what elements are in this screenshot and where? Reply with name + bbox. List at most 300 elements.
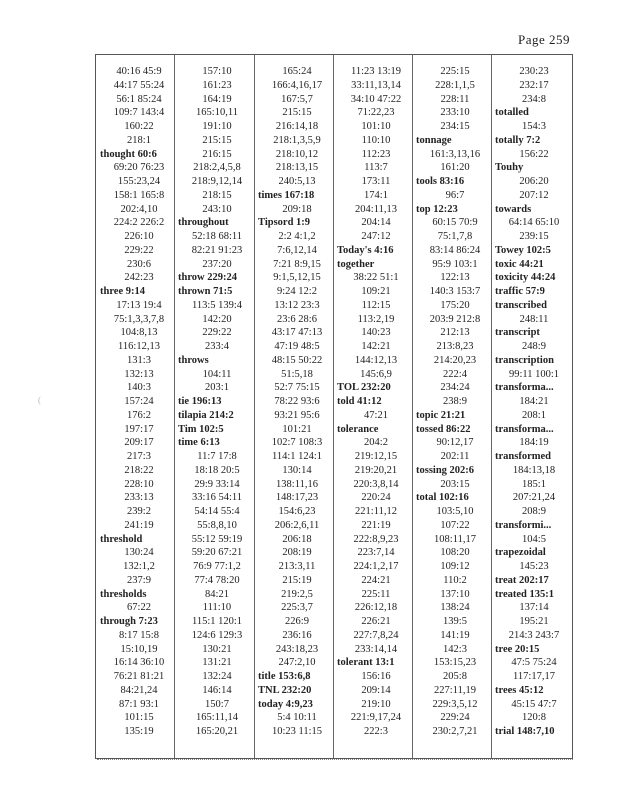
index-reference: 108:11,17 (434, 533, 476, 545)
index-reference: 120:8 (522, 712, 546, 724)
index-reference: 218:1 (127, 134, 151, 146)
index-reference: 237:20 (202, 258, 232, 270)
index-term: throws (178, 354, 209, 366)
index-reference: 175:20 (440, 299, 470, 311)
index-reference: 76:21 81:21 (113, 671, 165, 682)
index-reference: 207:21,24 (512, 492, 556, 504)
index-reference: 104:11 (202, 368, 232, 380)
index-reference: 213:8,23 (436, 341, 474, 352)
index-reference: 202:4,10 (120, 203, 158, 215)
index-reference: 197:17 (124, 423, 154, 435)
index-reference: 148:17,23 (275, 492, 319, 504)
index-term: threshold (100, 533, 143, 545)
index-reference: 71:22,23 (357, 107, 395, 119)
index-reference: 130:21 (202, 643, 232, 655)
index-reference: 102:7 108:3 (271, 437, 323, 449)
index-reference: 137:14 (519, 602, 549, 614)
index-term: Tim 102:5 (178, 423, 224, 435)
index-reference: 17:13 19:4 (116, 299, 162, 311)
index-reference: 153:15,23 (433, 657, 477, 669)
index-reference: 219:10 (361, 698, 391, 710)
index-reference: 241:19 (124, 519, 154, 531)
index-reference: 221:19 (361, 519, 391, 531)
index-reference: 212:13 (440, 327, 470, 339)
index-term: trees 45:12 (495, 684, 544, 696)
index-term: told 41:12 (337, 396, 382, 407)
index-reference: 222:4 (443, 368, 467, 380)
index-term: Touhy (495, 162, 524, 174)
page-bottom-rule (97, 757, 573, 760)
index-reference: 138:24 (440, 602, 470, 614)
index-reference: 111:10 (202, 602, 232, 614)
index-term: treated 135:1 (495, 588, 554, 600)
index-reference: 234:8 (522, 93, 546, 105)
index-table (95, 54, 573, 759)
index-reference: 67:22 (127, 602, 151, 614)
index-column-5 (416, 65, 494, 739)
index-reference: 173:11 (361, 176, 391, 187)
index-reference: 233:4 (205, 341, 229, 352)
index-reference: 215:15 (282, 107, 312, 119)
index-reference: 138:11,16 (276, 478, 318, 490)
index-reference: 56:1 85:24 (116, 93, 162, 105)
index-reference: 228:11 (440, 93, 470, 105)
index-term: trapezoidal (495, 547, 546, 559)
index-reference: 145:6,9 (360, 368, 392, 380)
index-reference: 13:12 23:3 (274, 299, 320, 311)
index-reference: 204:11,13 (355, 203, 397, 215)
index-reference: 52:18 68:11 (191, 231, 243, 242)
index-reference: 215:15 (202, 134, 232, 146)
index-reference: 158:1 165:8 (113, 189, 165, 201)
index-reference: 108:20 (440, 547, 470, 559)
index-reference: 109:21 (361, 286, 391, 297)
index-reference: 93:21 95:6 (274, 409, 320, 421)
index-term: totalled (495, 107, 529, 119)
index-reference: 165:24 (282, 66, 312, 77)
index-term: transforma... (495, 423, 554, 435)
index-term: tie 196:13 (178, 396, 222, 407)
index-reference: 225:15 (440, 66, 470, 77)
index-term: total 102:16 (416, 492, 469, 504)
index-reference: 203:1 (205, 382, 229, 394)
index-reference: 99:11 100:1 (508, 368, 560, 380)
index-reference: 208:19 (282, 547, 312, 559)
index-reference: 112:15 (361, 299, 391, 311)
index-term: trial 148:7,10 (495, 726, 555, 737)
index-reference: 233:10 (440, 107, 470, 119)
index-reference: 202:11 (440, 451, 470, 462)
index-reference: 229:22 (124, 244, 154, 256)
index-term: toxicity 44:24 (495, 272, 556, 284)
index-reference: 84:21 (205, 588, 229, 600)
index-reference: 101:10 (361, 121, 391, 132)
index-term: time 6:13 (178, 437, 220, 449)
index-term: title 153:6,8 (258, 671, 311, 682)
index-reference: 226:21 (361, 616, 391, 627)
index-reference: 76:9 77:1,2 (193, 561, 241, 572)
index-reference: 218:15 (202, 189, 232, 201)
index-reference: 155:23,24 (117, 176, 161, 187)
index-reference: 23:6 28:6 (277, 313, 317, 325)
index-reference: 239:2 (127, 506, 151, 517)
index-reference: 82:21 91:23 (191, 244, 243, 256)
index-term: thought 60:6 (100, 148, 157, 160)
index-reference: 221:11,12 (355, 506, 397, 517)
index-reference: 218:9,12,14 (191, 176, 243, 187)
index-reference: 227:7,8,24 (353, 629, 399, 641)
index-reference: 230:2,7,21 (432, 726, 478, 737)
index-reference: 132:24 (202, 671, 232, 682)
index-reference: 43:17 47:13 (271, 327, 323, 339)
index-reference: 247:2,10 (278, 657, 316, 669)
index-reference: 224:21 (361, 574, 391, 586)
index-term: topic 21:21 (416, 409, 466, 421)
index-reference: 115:1 120:1 (191, 616, 243, 627)
index-reference: 232:17 (519, 79, 549, 91)
index-reference: 154:6,23 (278, 506, 316, 517)
index-reference: 137:10 (440, 588, 470, 600)
index-reference: 209:14 (361, 684, 391, 696)
index-reference: 233:13 (124, 492, 154, 504)
index-term: transformed (495, 451, 551, 462)
index-term: tree 20:15 (495, 643, 540, 655)
index-term: Today's 4:16 (337, 244, 394, 256)
index-reference: 47:21 (364, 409, 388, 421)
index-reference: 206:2,6,11 (274, 519, 320, 531)
index-reference: 101:15 (124, 712, 154, 724)
index-reference: 145:23 (519, 561, 549, 572)
index-reference: 64:14 65:10 (508, 217, 560, 229)
index-reference: 217:3 (127, 451, 151, 462)
index-term: top 12:23 (416, 203, 458, 215)
index-reference: 161:23 (202, 79, 232, 91)
index-reference: 59:20 67:21 (191, 547, 243, 559)
index-reference: 165:10,11 (196, 107, 238, 119)
index-reference: 9:1,5,12,15 (273, 272, 321, 284)
index-reference: 226:9 (285, 616, 309, 627)
index-reference: 237:9 (127, 574, 151, 586)
index-reference: 226:12,18 (354, 602, 398, 614)
index-term: today 4:9,23 (258, 698, 313, 710)
index-term: tossing 202:6 (416, 464, 475, 476)
index-reference: 110:10 (361, 134, 391, 146)
margin-mark: ( (38, 395, 41, 405)
index-term: totally 7:2 (495, 134, 541, 146)
index-term: thrown 71:5 (178, 286, 233, 297)
index-reference: 229:3,5,12 (432, 698, 478, 710)
index-reference: 247:12 (361, 231, 391, 242)
index-term: transcript (495, 327, 540, 339)
index-reference: 222:3 (364, 726, 388, 737)
index-reference: 203:15 (440, 478, 470, 490)
index-reference: 215:19 (282, 574, 312, 586)
index-reference: 223:7,14 (357, 547, 395, 559)
index-term: throughout (178, 217, 229, 229)
index-reference: 54:14 55:4 (194, 506, 240, 517)
index-reference: 142:21 (361, 341, 391, 352)
index-term: transformi... (495, 519, 552, 531)
index-term: three 9:14 (100, 286, 145, 297)
index-reference: 48:15 50:22 (271, 354, 323, 366)
index-reference: 218:2,4,5,8 (193, 162, 241, 174)
index-reference: 90:12,17 (436, 437, 474, 449)
index-reference: 122:13 (440, 272, 470, 284)
index-reference: 132:13 (124, 368, 154, 380)
index-term: times 167:18 (258, 189, 315, 201)
index-reference: 218:10,12 (275, 148, 319, 160)
index-reference: 228:10 (124, 478, 154, 490)
index-reference: 218:22 (124, 464, 154, 476)
index-reference: 240:5,13 (278, 176, 316, 187)
index-reference: 234:15 (440, 121, 470, 132)
index-reference: 219:20,21 (354, 464, 398, 476)
index-reference: 38:22 51:1 (353, 272, 399, 284)
index-reference: 124:6 129:3 (191, 629, 243, 641)
index-reference: 213:3,11 (278, 561, 316, 572)
index-reference: 220:3,8,14 (353, 478, 399, 490)
index-reference: 230:6 (127, 258, 151, 270)
index-reference: 47:5 75:24 (511, 657, 557, 669)
index-reference: 15:10,19 (120, 643, 158, 655)
index-reference: 139:5 (443, 616, 467, 627)
index-column-1 (100, 65, 178, 739)
index-term: tolerant 13:1 (337, 657, 395, 669)
index-reference: 40:16 45:9 (116, 66, 162, 77)
index-reference: 225:3,7 (281, 602, 313, 614)
index-term: tossed 86:22 (416, 423, 471, 435)
index-reference: 224:2 226:2 (113, 217, 165, 229)
index-reference: 165:11,14 (196, 712, 238, 724)
index-reference: 140:23 (361, 327, 391, 339)
index-reference: 219:2,5 (281, 588, 313, 600)
index-reference: 141:19 (440, 629, 470, 641)
index-reference: 18:18 20:5 (194, 464, 240, 476)
index-reference: 184:21 (519, 396, 549, 407)
index-reference: 7:6,12,14 (277, 244, 317, 256)
index-reference: 78:22 93:6 (274, 396, 320, 407)
index-reference: 248:9 (522, 341, 546, 352)
index-reference: 113:7 (364, 162, 388, 174)
index-reference: 84:21,24 (120, 684, 158, 696)
index-reference: 227:11,19 (434, 684, 476, 696)
index-reference: 55:12 59:19 (191, 533, 243, 545)
index-reference: 248:11 (519, 313, 549, 325)
index-reference: 219:12,15 (354, 451, 398, 462)
index-reference: 154:3 (522, 121, 546, 132)
index-term: Towey 102:5 (495, 244, 551, 256)
index-term: TOL 232:20 (337, 382, 391, 394)
index-reference: 234:24 (440, 382, 470, 394)
index-reference: 110:2 (443, 574, 467, 586)
index-reference: 207:12 (519, 189, 549, 201)
index-reference: 226:10 (124, 231, 154, 242)
index-term: treat 202:17 (495, 574, 549, 586)
index-reference: 229:24 (440, 712, 470, 724)
index-reference: 51:5,18 (281, 368, 313, 380)
index-reference: 114:1 124:1 (271, 451, 323, 462)
index-reference: 52:7 75:15 (274, 382, 320, 394)
index-reference: 11:7 17:8 (197, 451, 237, 462)
index-term: tilapia 214:2 (178, 409, 234, 421)
index-reference: 104:8,13 (120, 327, 158, 339)
index-reference: 142:20 (202, 313, 232, 325)
index-reference: 135:19 (124, 726, 154, 737)
index-term: throw 229:24 (178, 272, 238, 284)
index-reference: 167:5,7 (281, 93, 313, 105)
index-reference: 146:14 (202, 684, 232, 696)
index-reference: 44:17 55:24 (113, 79, 165, 91)
index-reference: 34:10 47:22 (350, 93, 402, 105)
index-reference: 7:21 8:9,15 (273, 258, 321, 270)
index-reference: 10:23 11:15 (271, 726, 323, 737)
index-term: tools 83:16 (416, 176, 465, 187)
index-reference: 132:1,2 (123, 561, 155, 572)
index-reference: 60:15 70:9 (432, 217, 478, 229)
index-term: toxic 44:21 (495, 258, 544, 270)
index-reference: 113:2,19 (357, 313, 395, 325)
index-reference: 107:22 (440, 519, 470, 531)
index-reference: 204:14 (361, 217, 391, 229)
index-reference: 75:1,7,8 (437, 231, 473, 242)
index-reference: 9:24 12:2 (277, 286, 317, 297)
index-reference: 214:3 243:7 (508, 629, 560, 641)
index-reference: 242:23 (124, 272, 154, 284)
index-reference: 157:10 (202, 66, 232, 77)
index-reference: 116:12,13 (118, 341, 160, 352)
index-term: towards (495, 203, 532, 215)
index-reference: 130:14 (282, 464, 312, 476)
index-reference: 131:21 (202, 657, 232, 669)
index-reference: 220:24 (361, 492, 391, 504)
index-reference: 229:22 (202, 327, 232, 339)
index-reference: 236:16 (282, 629, 312, 641)
index-reference: 208:9 (522, 506, 546, 517)
index-reference: 222:8,9,23 (353, 533, 399, 545)
index-reference: 140:3 (127, 382, 151, 394)
index-reference: 161:20 (440, 162, 470, 174)
index-reference: 130:24 (124, 547, 154, 559)
index-reference: 55:8,8,10 (197, 519, 237, 531)
index-reference: 206:18 (282, 533, 312, 545)
index-reference: 131:3 (127, 354, 151, 366)
index-term: traffic 57:9 (495, 286, 545, 297)
index-reference: 103:5,10 (436, 506, 474, 517)
index-reference: 112:23 (361, 148, 391, 160)
index-reference: 230:23 (519, 66, 549, 77)
index-reference: 206:20 (519, 176, 549, 187)
index-reference: 164:19 (202, 93, 232, 105)
index-reference: 161:3,13,16 (429, 148, 481, 160)
index-reference: 109:7 143:4 (113, 107, 165, 119)
index-reference: 228:1,1,5 (435, 79, 475, 91)
index-reference: 216:15 (202, 148, 232, 160)
index-reference: 184:19 (519, 437, 549, 449)
index-reference: 95:9 103:1 (432, 258, 478, 270)
index-reference: 218:1,3,5,9 (273, 134, 321, 146)
index-reference: 176:2 (127, 409, 151, 421)
index-reference: 243:10 (202, 203, 232, 215)
index-reference: 29:9 33:14 (194, 478, 240, 490)
index-reference: 184:13,18 (512, 464, 556, 476)
index-term: transforma... (495, 382, 554, 394)
index-term: Tipsord 1:9 (258, 217, 311, 229)
index-reference: 5:4 10:11 (277, 712, 317, 724)
index-reference: 144:12,13 (354, 354, 398, 366)
index-term: tolerance (337, 423, 379, 435)
index-reference: 191:10 (202, 121, 232, 132)
index-reference: 204:2 (364, 437, 388, 449)
index-term: transcription (495, 354, 554, 366)
index-term: tonnage (416, 134, 452, 146)
index-reference: 214:20,23 (433, 354, 477, 366)
page-number: Page 259 (517, 32, 570, 47)
index-reference: 156:22 (519, 148, 549, 160)
index-term: transcribed (495, 299, 547, 311)
index-reference: 83:14 86:24 (429, 244, 481, 256)
index-reference: 150:7 (205, 698, 229, 710)
index-reference: 45:15 47:7 (511, 698, 557, 710)
index-reference: 142:3 (443, 643, 467, 655)
index-column-4 (337, 65, 415, 739)
index-reference: 96:7 (445, 189, 465, 201)
index-reference: 243:18,23 (275, 643, 319, 655)
index-reference: 221:9,17,24 (350, 712, 402, 724)
index-reference: 87:1 93:1 (119, 698, 159, 710)
index-reference: 166:4,16,17 (271, 79, 323, 91)
index-term: together (337, 258, 375, 270)
index-reference: 160:22 (124, 121, 154, 132)
index-term: TNL 232:20 (258, 684, 312, 696)
index-reference: 208:1 (522, 409, 546, 421)
index-reference: 77:4 78:20 (194, 574, 240, 586)
index-reference: 205:8 (443, 671, 467, 682)
index-reference: 33:11,13,14 (351, 79, 401, 91)
index-reference: 225:11 (361, 588, 391, 600)
index-reference: 75:1,3,3,7,8 (113, 313, 165, 325)
index-reference: 209:18 (282, 203, 312, 215)
index-reference: 239:15 (519, 231, 549, 242)
index-reference: 47:19 48:5 (274, 341, 320, 352)
index-reference: 156:16 (361, 671, 391, 682)
index-reference: 69:20 76:23 (113, 162, 165, 174)
index-reference: 113:5 139:4 (191, 299, 243, 311)
index-reference: 101:21 (282, 423, 312, 435)
index-reference: 174:1 (364, 189, 388, 201)
index-reference: 185:1 (522, 478, 546, 490)
index-column-6 (495, 65, 573, 739)
index-term: through 7:23 (100, 616, 158, 627)
index-reference: 16:14 36:10 (113, 657, 165, 669)
index-reference: 165:20,21 (195, 726, 239, 737)
index-reference: 33:16 54:11 (191, 492, 243, 504)
index-reference: 2:2 4:1,2 (278, 231, 316, 242)
index-reference: 8:17 15:8 (119, 629, 159, 641)
index-reference: 195:21 (519, 616, 549, 627)
index-reference: 224:1,2,17 (353, 561, 399, 572)
index-reference: 233:14,14 (354, 643, 398, 655)
index-reference: 104:5 (522, 533, 546, 545)
index-reference: 109:12 (440, 561, 470, 572)
index-column-2 (178, 65, 256, 739)
index-term: thresholds (100, 588, 147, 600)
index-reference: 11:23 13:19 (350, 66, 402, 77)
index-reference: 216:14,18 (275, 121, 319, 132)
index-reference: 203:9 212:8 (429, 313, 481, 325)
index-reference: 238:9 (443, 396, 467, 407)
index-reference: 140:3 153:7 (429, 286, 481, 297)
index-reference: 209:17 (124, 437, 154, 449)
